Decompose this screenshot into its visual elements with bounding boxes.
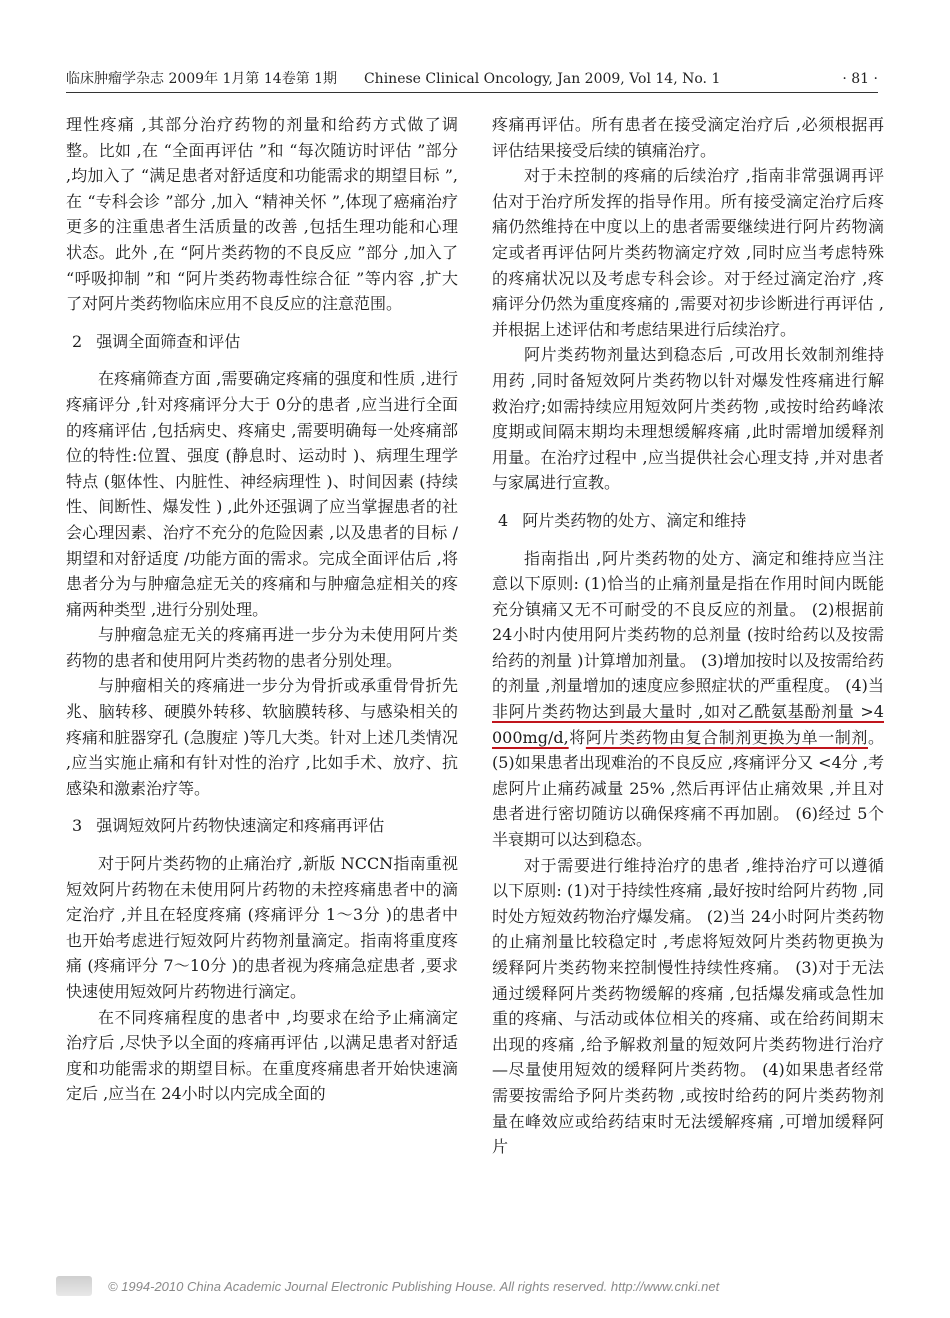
section-heading-2 (66, 329, 458, 355)
section-title: 阿片类药物的处方、滴定和维持 (522, 510, 747, 530)
text-run: 指南指出 ,阿片类药物的处方、滴定和维持应当注意以下原则: (1)恰当的止痛剂量是指在作用时间内既能充分镇痛又无不可耐受的不良反应的剂量。 (2)根据前 24小时内使用阿片类药物的总剂量 (按时给药以及按需给药的剂量 )计算增加剂量。 (3)增加按时以及按需给药的剂量 ,剂量增加的速度应参照症状的严重程度。 (4)当 (492, 548, 884, 696)
text-run: 。 (5)如果患者出现难治的不良反应 ,疼痛评分又 <4分 ,考虑阿片止痛药减量 25% ,然后再评估止痛效果 ,并且对患者进行密切随访以确保疼痛不再加剧。 (6)经过 5个半衰期可以达到稳态。 (492, 727, 884, 850)
underlined-text: 阿片类药物由复合制剂更换为单一制剂 (585, 727, 868, 747)
text-run: 将 (568, 727, 586, 747)
section-heading-3 (66, 813, 458, 839)
paragraph: 疼痛再评估。所有患者在接受滴定治疗后 ,必须根据再评估结果接受后续的镇痛治疗。 (492, 115, 884, 160)
running-header (66, 68, 878, 90)
journal-title-en: Chinese Clinical Oncology, Jan 2009, Vol 14, No. 1 (363, 71, 721, 87)
paragraph (492, 546, 884, 853)
section-number: 2 (72, 331, 83, 351)
page-number: · 81 · (842, 71, 878, 87)
paragraph: 阿片类药物剂量达到稳态后 ,可改用长效制剂维持用药 ,同时备短效阿片类药物以针对爆发性疼痛进行解救治疗;如需持续应用短效阿片类药物 ,或按时给药峰浓度期或间隔末期均未理想缓解疼痛 ,此时需增加缓释剂用量。在治疗过程中 ,应当提供社会心理支持 ,并对患者与家属进行宣教。 (492, 345, 884, 493)
section-heading-4 (492, 508, 884, 534)
journal-title (66, 68, 720, 90)
journal-title-cn: 临床肿瘤学杂志 2009年 1月第 14卷第 1期 (66, 71, 338, 87)
section-number: 4 (498, 510, 509, 530)
section-number: 3 (72, 816, 83, 836)
section-title: 强调短效阿片药物快速滴定和疼痛再评估 (96, 816, 385, 836)
paragraph: 对于阿片类药物的止痛治疗 ,新版 NCCN指南重视短效阿片药物在未使用阿片药物的未控疼痛患者中的滴定治疗 ,并且在轻度疼痛 (疼痛评分 1～3分 )的患者中也开始考虑进行短效阿片药物剂量滴定。指南将重度疼痛 (疼痛评分 7～10分 )的患者视为疼痛急症患者 ,要求快速使用短效阿片药物进行滴定。 (66, 854, 458, 1001)
section-title: 强调全面筛查和评估 (96, 331, 241, 351)
underlined-text: 非阿片类药物达到最大量时 ,如对乙酰氨基酚剂量 >4 000mg/d, (492, 702, 884, 747)
paragraph: 理性疼痛 ,其部分治疗药物的剂量和给药方式做了调整。比如 ,在 “全面再评估 ”和 “每次随访时评估 ”部分 ,均加入了 “满足患者对舒适度和功能需求的期望目标 ”,在 “专科会诊 ”部分 ,加入 “精神关怀 ”,体现了癌痛治疗更多的注重患者生活质量的改善 ,包括生理功能和心理状态。此外 ,在 “阿片类药物的不良反应 ”部分 ,加入了 “呼吸抑制 ”和 “阿片类药物毒性综合征 ”等内容 ,扩大了对阿片类药物临床应用不良反应的注意范围。 (66, 115, 458, 314)
right-column (492, 112, 884, 1160)
header-rule (66, 92, 878, 93)
footer (56, 1276, 816, 1298)
paragraph: 对于需要进行维持治疗的患者 ,维持治疗可以遵循以下原则: (1)对于持续性疼痛 ,最好按时给阿片药物 ,同时处方短效药物治疗爆发痛。 (2)当 24小时阿片类药物的止痛剂量比较稳定时 ,考虑将短效阿片类药物更换为缓释阿片类药物来控制慢性持续性疼痛。 (3)对于无法通过缓释阿片类药物缓解的疼痛 ,包括爆发痛或急性加重的疼痛、与活动或体位相关的疼痛、或在给药间期末出现的疼痛 ,给予解救剂量的短效阿片类药物进行治疗 —尽量使用短效的缓释阿片类药物。 (4)如果患者经常需要按需给予阿片类药物 ,或按时给药的阿片类药物剂量在峰效应或给药结束时无法缓解疼痛 ,可增加缓释阿片 (492, 855, 884, 1157)
paragraph: 在不同疼痛程度的患者中 ,均要求在给予止痛滴定治疗后 ,尽快予以全面的疼痛再评估 ,以满足患者对舒适度和功能需求的期望目标。在重度疼痛患者开始快速滴定后 ,应当在 24小时以内完成全面的 (66, 1007, 458, 1104)
left-column (66, 112, 458, 1107)
paragraph: 在疼痛筛查方面 ,需要确定疼痛的强度和性质 ,进行疼痛评分 ,针对疼痛评分大于 0分的患者 ,应当进行全面的疼痛评估 ,包括病史、疼痛史 ,需要明确每一处疼痛部位的特性:位置、强度 (静息时、运动时 )、病理生理学特点 (躯体性、内脏性、神经病理性 )、时间因素 (持续性、间断性、爆发性 ) ,此外还强调了应当掌握患者的社会心理因素、治疗不充分的危险因素 ,以及患者的目标 /期望和对舒适度 /功能方面的需求。完成全面评估后 ,将患者分为与肿瘤急症无关的疼痛和与肿瘤急症相关的疼痛两种类型 ,进行分别处理。 (66, 369, 458, 619)
paragraph: 与肿瘤相关的疼痛进一步分为骨折或承重骨骨折先兆、脑转移、硬膜外转移、软脑膜转移、与感染相关的疼痛和脏器穿孔 (急腹症 )等几大类。针对上述几类情况 ,应当实施止痛和有针对性的治疗 ,比如手术、放疗、抗感染和激素治疗等。 (66, 676, 458, 798)
paragraph: 对于未控制的疼痛的后续治疗 ,指南非常强调再评估对于治疗所发挥的指导作用。所有接受滴定治疗后疼痛仍然维持在中度以上的患者需要继续进行阿片药物滴定或者再评估阿片类药物滴定疗效 ,同时应当考虑特殊的疼痛状况以及考虑专科会诊。对于经过滴定治疗 ,疼痛评分仍然为重度疼痛的 ,需要对初步诊断进行再评估 ,并根据上述评估和考虑结果进行后续治疗。 (492, 166, 884, 339)
copyright-notice: © 1994-2010 China Academic Journal Electronic Publishing House. All rights reserved. http://www.cnki.net (108, 1279, 720, 1294)
publisher-logo-icon (56, 1276, 92, 1296)
paragraph: 与肿瘤急症无关的疼痛再进一步分为未使用阿片类药物的患者和使用阿片类药物的患者分别处理。 (66, 625, 458, 670)
